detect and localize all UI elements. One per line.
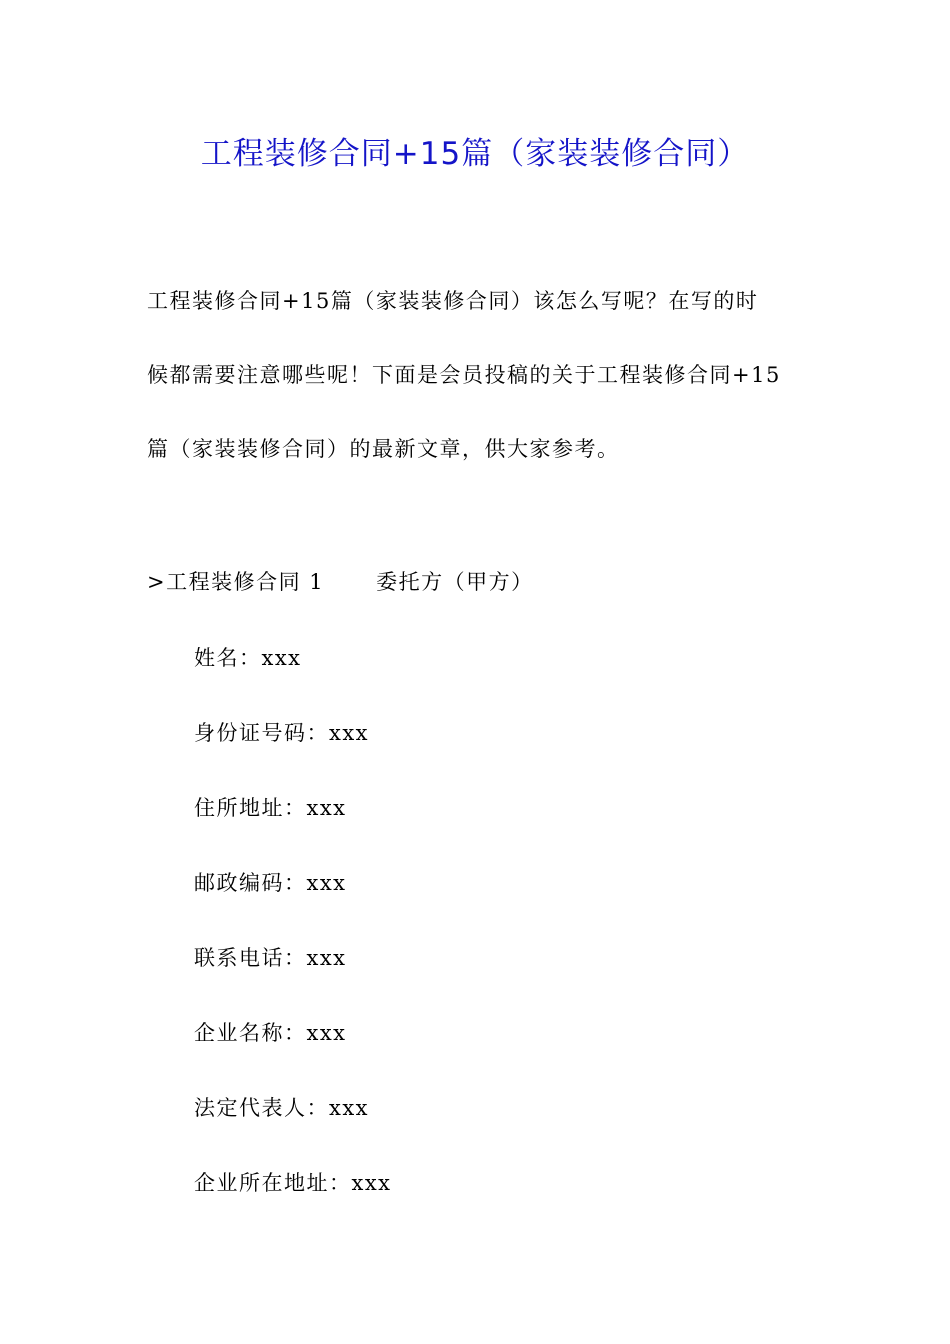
- intro-paragraph: [147, 264, 817, 486]
- intro-line: 候都需要注意哪些呢！下面是会员投稿的关于工程装修合同+15: [147, 363, 781, 387]
- intro-line: 篇（家装装修合同）的最新文章，供大家参考。: [147, 437, 620, 461]
- field-postal-code: 邮政编码：xxx: [194, 871, 347, 895]
- field-id-number: 身份证号码：xxx: [194, 721, 370, 745]
- intro-line: 工程装修合同+15篇（家装装修合同）该怎么写呢？在写的时: [147, 289, 759, 313]
- field-phone: 联系电话：xxx: [194, 946, 347, 970]
- field-name: 姓名：xxx: [194, 646, 302, 670]
- section-title: >工程装修合同 1: [147, 570, 325, 594]
- section-heading: [147, 560, 534, 604]
- party-label: 委托方（甲方）: [376, 570, 534, 594]
- field-company-name: 企业名称：xxx: [194, 1021, 347, 1045]
- party-field-list: [194, 636, 392, 1236]
- field-legal-representative: 法定代表人：xxx: [194, 1096, 370, 1120]
- document-title: 工程装修合同+15篇（家装装修合同）: [200, 136, 750, 172]
- field-address: 住所地址：xxx: [194, 796, 347, 820]
- field-company-address: 企业所在地址：xxx: [194, 1171, 392, 1195]
